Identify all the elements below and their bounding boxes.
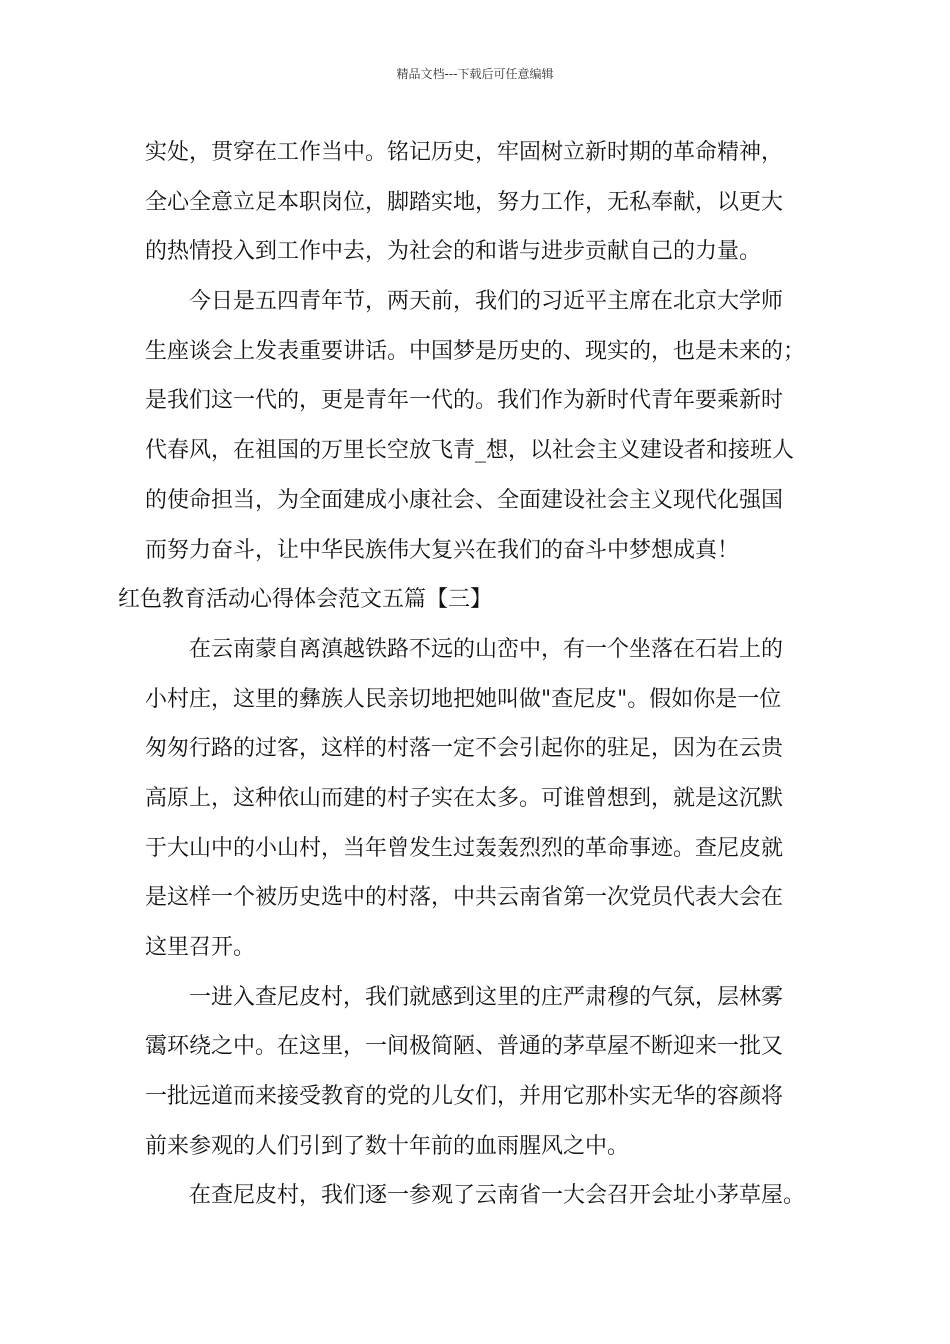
text-line: 前来参观的人们引到了数十年前的血雨腥风之中。	[145, 1133, 630, 1159]
text-line: 是我们这一代的，更是青年一代的。我们作为新时代青年要乘新时	[145, 388, 784, 414]
text-line: 一进入查尼皮村，我们就感到这里的庄严肃穆的气氛，层林雾	[189, 984, 784, 1010]
text-line: 生座谈会上发表重要讲话。中国梦是历史的、现实的，也是未来的；	[145, 338, 806, 364]
text-line: 匆匆行路的过客，这样的村落一定不会引起你的驻足，因为在云贵	[145, 736, 784, 762]
text-line: 在查尼皮村，我们逐一参观了云南省一大会召开会址小茅草屋。	[189, 1183, 806, 1209]
text-line: 小村庄，这里的彝族人民亲切地把她叫做"查尼皮"。假如你是一位	[145, 686, 782, 712]
page-header: 精品文档---下载后可任意编辑	[396, 67, 554, 81]
text-line: 的热情投入到工作中去，为社会的和谐与进步贡献自己的力量。	[145, 239, 762, 265]
text-line: 代春风，在祖国的万里长空放飞青_想，以社会主义建设者和接班人	[145, 438, 795, 464]
text-line: 这里召开。	[145, 935, 256, 960]
document-body	[118, 128, 825, 1221]
text-line: 于大山中的小山村，当年曾发生过轰轰烈烈的革命事迹。查尼皮就	[145, 835, 784, 861]
text-line: 高原上，这种依山而建的村子实在太多。可谁曾想到，就是这沉默	[145, 785, 784, 811]
text-line: 霭环绕之中。在这里，一间极简陋、普通的茅草屋不断迎来一批又	[145, 1034, 784, 1060]
text-line: 全心全意立足本职岗位，脚踏实地，努力工作，无私奉献，以更大	[145, 189, 784, 215]
text-line: 在云南蒙自离滇越铁路不远的山峦中，有一个坐落在石岩上的	[189, 636, 784, 662]
text-line: 今日是五四青年节，两天前，我们的习近平主席在北京大学师	[189, 289, 784, 315]
text-line: 而努力奋斗，让中华民族伟大复兴在我们的奋斗中梦想成真！	[145, 537, 740, 563]
text-line: 实处，贯穿在工作当中。铭记历史，牢固树立新时期的革命精神，	[145, 140, 784, 165]
text-line: 是这样一个被历史选中的村落，中共云南省第一次党员代表大会在	[145, 885, 784, 911]
text-line: 一批远道而来接受教育的党的儿女们，并用它那朴实无华的容颜将	[145, 1084, 784, 1110]
section-heading: 红色教育活动心得体会范文五篇【三】	[118, 587, 493, 613]
text-line: 的使命担当，为全面建成小康社会、全面建设社会主义现代化强国	[145, 487, 784, 513]
